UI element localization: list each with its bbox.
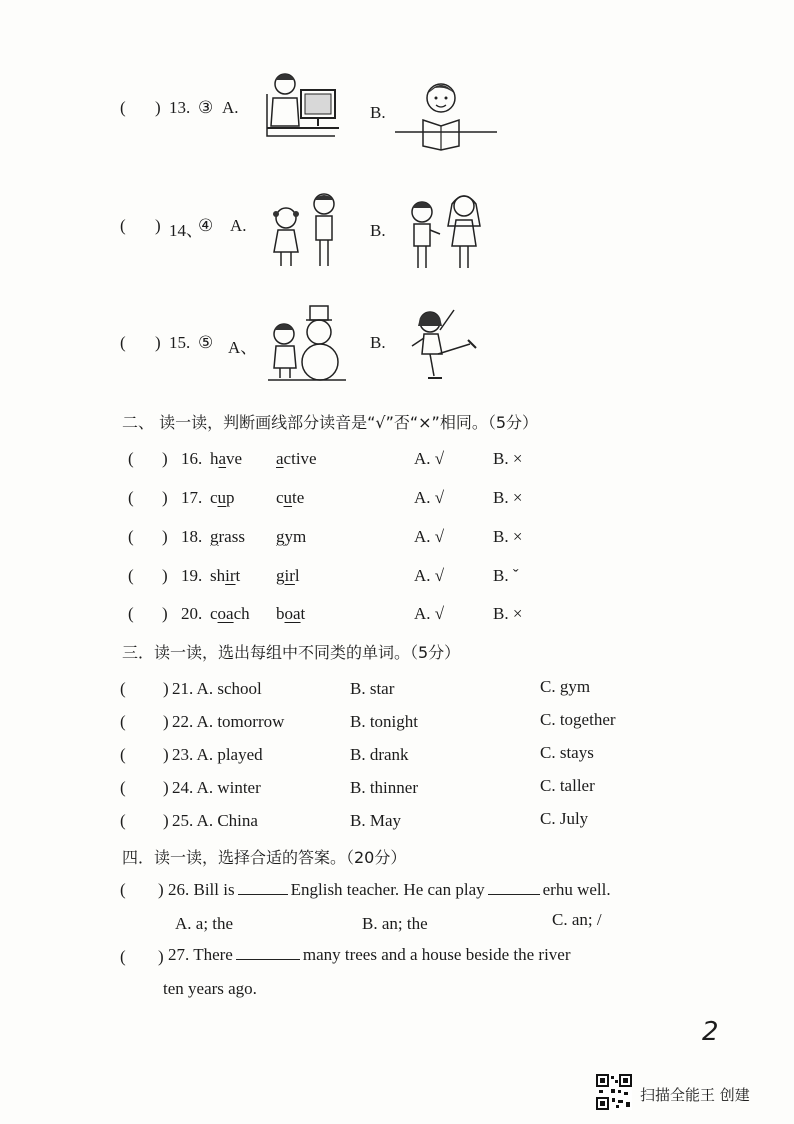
- answer-paren-close: ): [155, 333, 161, 352]
- word-1-underlined: u: [217, 488, 227, 507]
- answer-paren-open[interactable]: (: [120, 778, 126, 797]
- question-number: 16.: [181, 449, 203, 468]
- word-1-prefix: h: [210, 449, 219, 468]
- audio-marker: ⑤: [198, 333, 214, 352]
- option-c: C. together: [540, 710, 616, 729]
- answer-paren-close: ): [163, 811, 169, 830]
- word-2-underlined: g: [276, 527, 285, 546]
- answer-paren-open[interactable]: (: [120, 880, 126, 899]
- option-a: 23. A. played: [172, 745, 263, 764]
- answer-paren-close: ): [162, 449, 168, 468]
- boy-reading-illustration: [395, 74, 499, 150]
- answer-paren-open[interactable]: (: [128, 566, 134, 585]
- option-b: B. May: [350, 811, 401, 830]
- word-2-suffix: t: [300, 604, 306, 623]
- option-a-label: A.: [230, 216, 247, 235]
- boy-and-girl-illustration: [404, 190, 490, 270]
- answer-paren-close: ): [162, 566, 168, 585]
- word-1-suffix: p: [226, 488, 235, 507]
- option-a: A. √: [414, 566, 445, 585]
- option-b: B. tonight: [350, 712, 419, 731]
- option-b-label: B.: [370, 103, 386, 122]
- audio-marker: ④: [198, 216, 214, 235]
- word-1-underlined: ir: [225, 566, 236, 585]
- question-number: 17.: [181, 488, 203, 507]
- answer-paren-open[interactable]: (: [120, 947, 126, 966]
- word-2: [276, 604, 305, 624]
- option-b: B. ×: [493, 604, 523, 623]
- answer-paren-open[interactable]: (: [120, 811, 126, 830]
- word-2-underlined: u: [283, 488, 293, 507]
- option-b: B. thinner: [350, 778, 418, 797]
- answer-paren-close: ): [155, 98, 161, 117]
- answer-paren-open[interactable]: (: [120, 216, 126, 235]
- word-1-suffix: rass: [218, 527, 245, 546]
- answer-paren-open[interactable]: (: [128, 527, 134, 546]
- option-a: A. √: [414, 604, 445, 623]
- option-a: A. √: [414, 449, 445, 468]
- word-1-prefix: sh: [210, 566, 226, 585]
- word-1: [210, 527, 245, 547]
- word-1: [210, 566, 240, 586]
- q27-text-line2: ten years ago.: [163, 979, 257, 998]
- option-c: C. taller: [540, 776, 595, 795]
- answer-paren-open[interactable]: (: [128, 449, 134, 468]
- word-2-suffix: te: [292, 488, 305, 507]
- option-c: C. gym: [540, 677, 591, 696]
- answer-paren-close: ): [162, 527, 168, 546]
- q26-text-mid: English teacher. He can play: [290, 880, 485, 899]
- option-c: C. stays: [540, 743, 594, 762]
- answer-paren-open[interactable]: (: [128, 488, 134, 507]
- girl-and-boy-illustration: [268, 190, 344, 270]
- q26-text-start: 26. Bill is: [168, 880, 235, 899]
- option-a: 24. A. winter: [172, 778, 261, 797]
- word-2-suffix: l: [294, 566, 300, 585]
- answer-paren-close: ): [163, 712, 169, 731]
- option-a: A. √: [414, 488, 445, 507]
- word-2-prefix: g: [276, 566, 285, 585]
- option-b-label: B.: [370, 333, 386, 352]
- q26-text-end: erhu well.: [542, 880, 611, 899]
- q27-text-end: many trees and a house beside the river: [302, 945, 571, 964]
- question-number: 13.: [169, 98, 191, 117]
- answer-paren-open[interactable]: (: [120, 679, 126, 698]
- word-2: [276, 488, 304, 508]
- q26-option-a: A. a; the: [175, 914, 234, 933]
- answer-paren-close: ): [163, 679, 169, 698]
- question-number: 14、: [169, 221, 203, 240]
- option-b: B. ˇ: [493, 566, 519, 585]
- answer-paren-open[interactable]: (: [120, 745, 126, 764]
- option-a: A. √: [414, 527, 445, 546]
- option-a-label: A、: [228, 338, 258, 357]
- girl-skating-illustration: [408, 300, 490, 382]
- question-number: 15.: [169, 333, 191, 352]
- word-2-prefix: c: [276, 488, 284, 507]
- option-b: B. ×: [493, 488, 523, 507]
- word-2-suffix: ctive: [283, 449, 317, 468]
- q26-blank-2[interactable]: [488, 882, 540, 895]
- child-with-snowman-illustration: [268, 302, 348, 382]
- q26-blank-1[interactable]: [238, 882, 288, 895]
- word-1-underlined: a: [218, 449, 227, 468]
- word-1-underlined: oa: [217, 604, 234, 623]
- answer-paren-open[interactable]: (: [120, 333, 126, 352]
- option-b: B. ×: [493, 527, 523, 546]
- q27-text-start: 27. There: [168, 945, 233, 964]
- word-1-prefix: c: [210, 488, 218, 507]
- word-2: [276, 566, 300, 586]
- answer-paren-open[interactable]: (: [120, 712, 126, 731]
- question-number: 20.: [181, 604, 203, 623]
- word-2-underlined: oa: [284, 604, 301, 623]
- word-2-suffix: ym: [284, 527, 307, 546]
- word-1-underlined: g: [210, 527, 219, 546]
- answer-paren-close: ): [155, 216, 161, 235]
- word-1-prefix: c: [210, 604, 218, 623]
- answer-paren-open[interactable]: (: [128, 604, 134, 623]
- option-c: C. July: [540, 809, 589, 828]
- q27-blank[interactable]: [236, 947, 300, 960]
- word-2: [276, 449, 317, 469]
- option-a: 22. A. tomorrow: [172, 712, 285, 731]
- audio-marker: ③: [198, 98, 214, 117]
- word-1-suffix: ch: [233, 604, 250, 623]
- q26-option-c: C. an; /: [552, 910, 602, 929]
- boy-computer-illustration: [265, 68, 340, 140]
- q26-option-b: B. an; the: [362, 914, 428, 933]
- word-2: [276, 527, 306, 547]
- option-b: B. star: [350, 679, 395, 698]
- page-number: 2: [702, 1017, 719, 1047]
- answer-paren-close: ): [163, 745, 169, 764]
- footer-watermark: 扫描全能王 创建: [640, 1086, 750, 1104]
- option-b: B. ×: [493, 449, 523, 468]
- word-1: [210, 604, 250, 624]
- word-2-prefix: b: [276, 604, 285, 623]
- answer-paren-close: ): [158, 880, 164, 899]
- option-b: B. drank: [350, 745, 409, 764]
- option-a: 21. A. school: [172, 679, 262, 698]
- answer-paren-open[interactable]: (: [120, 98, 126, 117]
- qr-code-icon: [596, 1074, 632, 1110]
- option-a-label: A.: [222, 98, 239, 117]
- word-1: [210, 449, 242, 469]
- word-1: [210, 488, 235, 508]
- answer-paren-close: ): [162, 604, 168, 623]
- word-1-suffix: t: [235, 566, 241, 585]
- section-4-title: 四．读一读，选择合适的答案。（20分）: [122, 848, 407, 867]
- section-3-title: 三．读一读，选出每组中不同类的单词。（5分）: [122, 643, 461, 662]
- answer-paren-close: ): [162, 488, 168, 507]
- word-2-underlined: ir: [284, 566, 295, 585]
- section-2-title: 二、 读一读，判断画线部分读音是“√”否“×”相同。（5分）: [122, 413, 539, 432]
- option-b-label: B.: [370, 221, 386, 240]
- answer-paren-close: ): [158, 947, 164, 966]
- answer-paren-close: ): [163, 778, 169, 797]
- question-number: 19.: [181, 566, 203, 585]
- word-2-underlined: a: [276, 449, 284, 468]
- question-number: 18.: [181, 527, 203, 546]
- word-1-suffix: ve: [226, 449, 243, 468]
- option-a: 25. A. China: [172, 811, 258, 830]
